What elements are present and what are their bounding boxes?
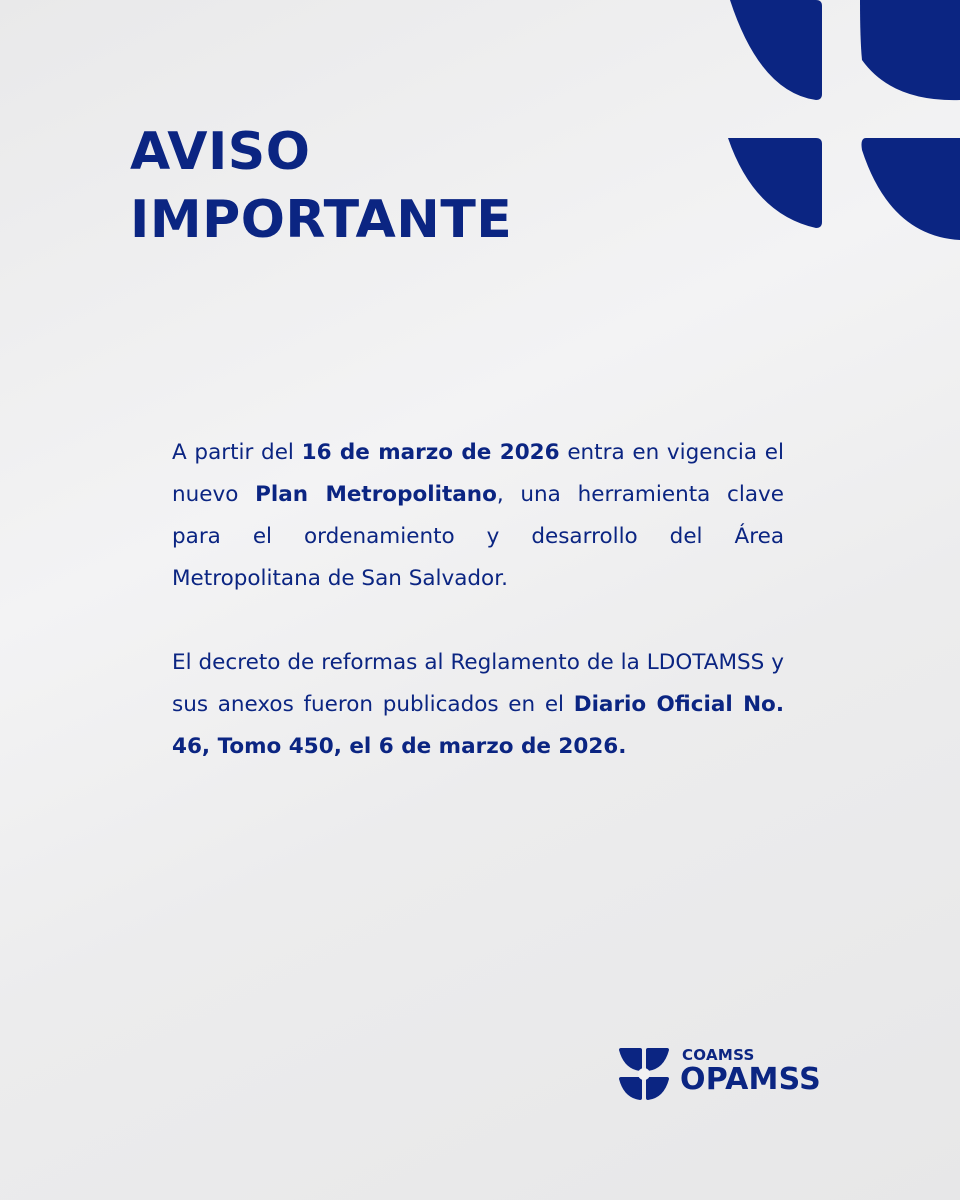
logo-opamss-text: OPAMSS	[680, 1062, 821, 1097]
paragraph-text: , una herramienta clave para el ordenamiento y desarrollo del Área Metropolitana de San Salvador.	[172, 482, 784, 591]
opamss-logo	[618, 1046, 858, 1102]
effective-date: 16 de marzo de 2026	[301, 440, 560, 465]
plan-name: Plan Metropolitano	[255, 482, 497, 507]
notice-body	[172, 432, 784, 768]
title-line-2: IMPORTANTE	[130, 190, 513, 250]
opamss-logo-icon	[618, 1048, 670, 1100]
paragraph-publication	[172, 642, 784, 768]
page-title	[130, 118, 650, 254]
paragraph-text: El decreto de reformas al Reglamento de la LDOTAMSS y sus anexos fueron publicados en el	[172, 650, 784, 717]
paragraph-text: A partir del	[172, 440, 302, 465]
logo-coamss-text: COAMSS	[682, 1046, 755, 1064]
paragraph-text: entra en vigencia el nuevo	[172, 440, 785, 507]
quartered-circle-icon	[722, 0, 960, 240]
publication-reference: Diario Oficial No. 46, Tomo 450, el 6 de marzo de 2026.	[172, 692, 784, 759]
title-line-1: AVISO	[130, 122, 311, 182]
paragraph-effective-date	[172, 432, 784, 600]
